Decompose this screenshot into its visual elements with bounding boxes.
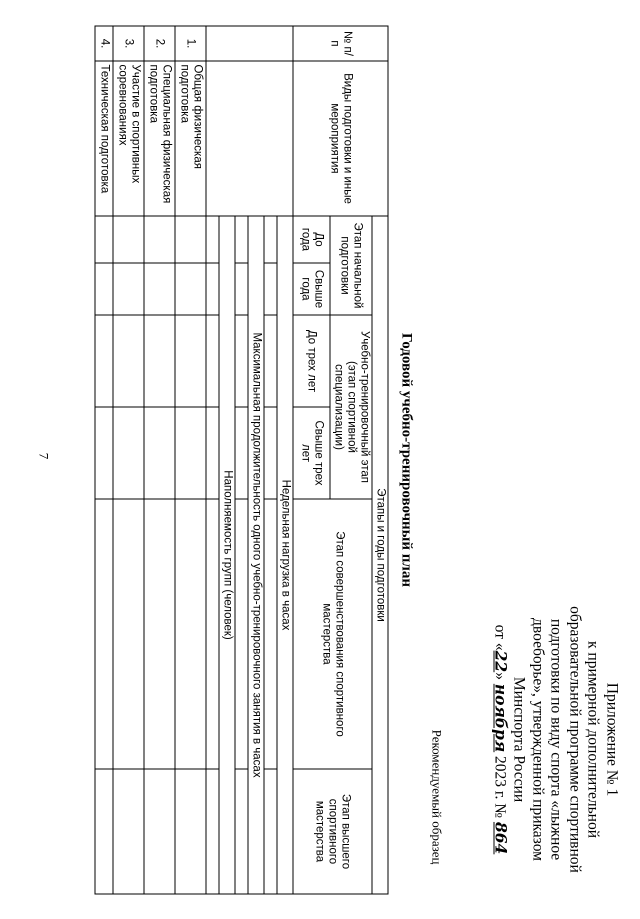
order-mid: » (491, 671, 508, 680)
stages-header: Этапы и годы подготовки (372, 216, 388, 894)
order-line (490, 579, 510, 899)
max-duration-row: Максимальная продолжительность одного учебно-тренировочного занятия в часах (248, 216, 264, 894)
order-year: 2023 г. № (491, 755, 508, 818)
table-cell (113, 499, 144, 769)
table-cell (144, 216, 175, 263)
table-cell (175, 499, 206, 769)
table-cell (113, 263, 144, 315)
table-cell (206, 216, 219, 263)
table-cell (206, 263, 219, 315)
header-spacer-cell (206, 61, 293, 216)
table-cell (206, 499, 219, 769)
table-cell (113, 315, 144, 407)
stage-training-header: Учебно-тренировочный этап (этап спортивной специализации) (330, 315, 372, 499)
table-cell (264, 407, 277, 499)
row-activity: Участие в спортивных соревнованиях (113, 61, 144, 216)
table-cell (144, 263, 175, 315)
table-cell (175, 407, 206, 499)
table-cell (235, 263, 248, 315)
table-cell (235, 407, 248, 499)
table-cell (206, 769, 219, 894)
subheader-over-three: Свыше трех лет (293, 407, 330, 499)
appendix-line: подготовки по виду спорта «лыжное (547, 618, 565, 860)
table-cell (175, 315, 206, 407)
table-cell (206, 407, 219, 499)
row-activity: Общая физическая подготовка (175, 61, 206, 216)
table-cell (113, 216, 144, 263)
table-cell (264, 499, 277, 769)
table-cell (95, 315, 113, 407)
appendix-line: образовательной программе спортивной (566, 605, 583, 873)
order-prefix: от « (491, 624, 508, 651)
stage-improvement-header: Этап совершенствования спортивного мастерства (293, 499, 372, 769)
row-number: 2. (144, 26, 175, 61)
appendix-line: двоеборье», утвержденной приказом (529, 617, 546, 861)
stage-highest-header: Этап высшего спортивного мастерства (293, 769, 372, 894)
recommended-sample-note: Рекомендуемый образец (429, 729, 444, 864)
table-cell (235, 769, 248, 894)
appendix-title: Приложение № 1 (603, 682, 620, 796)
stage-initial-header: Этап начальной подготовки (330, 216, 372, 315)
table-cell (264, 769, 277, 894)
table-cell (113, 407, 144, 499)
group-size-row: Наполняемость групп (человек) (219, 216, 235, 894)
page-title: Годовой учебно-тренировочный план (398, 332, 414, 587)
header-spacer-cell (206, 26, 293, 61)
subheader-over-year: Свыше года (293, 263, 330, 315)
order-month: ноября (491, 683, 510, 752)
table-cell (95, 407, 113, 499)
appendix-line: Минспорта России (510, 676, 528, 802)
column-header-number: № п/п (293, 26, 388, 61)
row-activity: Специальная физическая подготовка (144, 61, 175, 216)
table-cell (144, 499, 175, 769)
table-cell (95, 499, 113, 769)
table-cell (144, 407, 175, 499)
row-number: 1. (175, 26, 206, 61)
row-number: 4. (95, 26, 113, 61)
subheader-up-to-three: До трех лет (293, 315, 330, 407)
order-day: 22 (491, 650, 510, 672)
table-row (175, 26, 206, 894)
table-cell (235, 499, 248, 769)
training-plan-table (94, 25, 388, 894)
subheader-up-to-year: До года (293, 216, 330, 263)
table-cell (264, 216, 277, 263)
row-activity: Техническая подготовка (95, 61, 113, 216)
order-number: 864 (491, 821, 510, 854)
table-cell (175, 769, 206, 894)
table-cell (175, 263, 206, 315)
table-row (144, 26, 175, 894)
table-row (113, 26, 144, 894)
table-cell (235, 216, 248, 263)
row-number: 3. (113, 26, 144, 61)
table-cell (144, 769, 175, 894)
table-cell (264, 263, 277, 315)
table-cell (264, 315, 277, 407)
table-cell (144, 315, 175, 407)
appendix-header (490, 579, 621, 899)
table-cell (235, 315, 248, 407)
weekly-load-row: Недельная нагрузка в часах (277, 216, 293, 894)
page-number: 7 (36, 452, 52, 460)
table-cell (175, 216, 206, 263)
table-cell (95, 769, 113, 894)
table-cell (113, 769, 144, 894)
table-row (95, 26, 113, 894)
appendix-line: к примерной дополнительной (584, 640, 602, 838)
table-cell (95, 216, 113, 263)
table-cell (206, 315, 219, 407)
column-header-activity: Виды подготовки и иные мероприятия (293, 61, 388, 216)
table-cell (95, 263, 113, 315)
